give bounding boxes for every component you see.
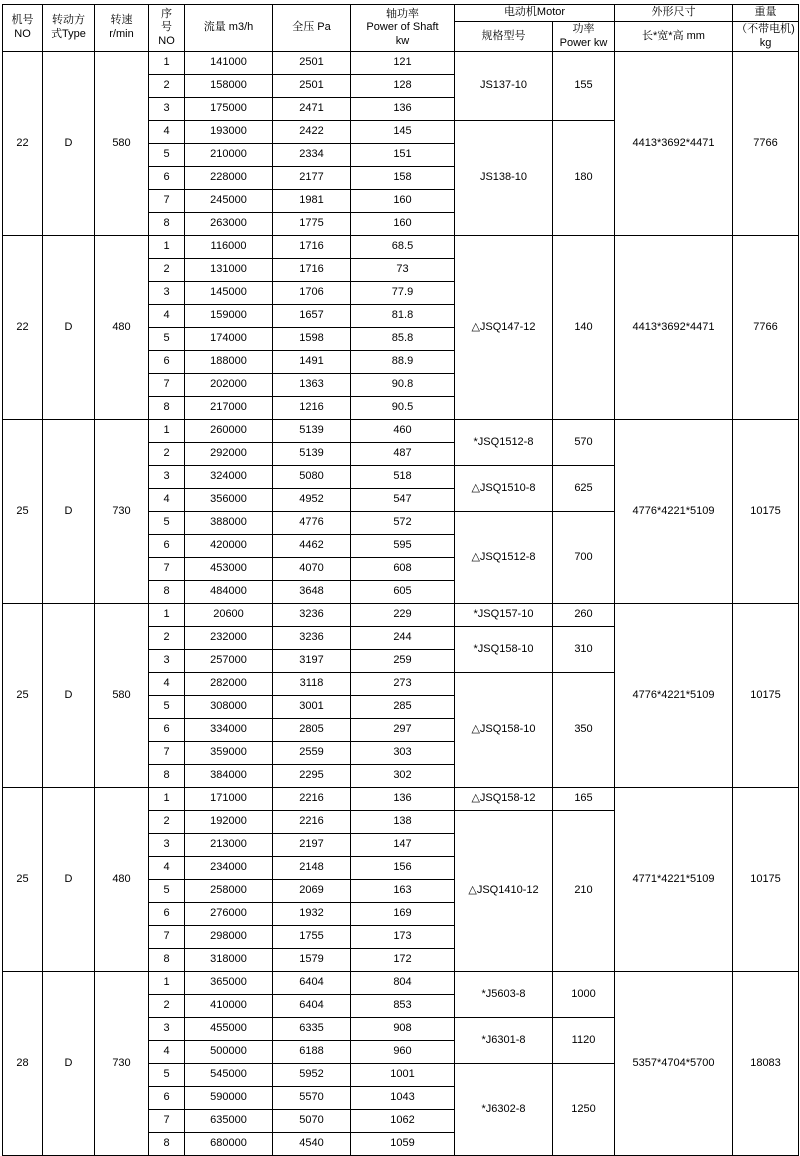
shaft-power-value: 908 <box>351 1018 455 1041</box>
shaft-power-value: 273 <box>351 673 455 696</box>
weight-value: 10175 <box>733 420 799 604</box>
group-cell-type: D <box>43 52 95 236</box>
row-index: 5 <box>149 696 185 719</box>
pressure-value: 5139 <box>273 420 351 443</box>
shaft-power-value: 572 <box>351 512 455 535</box>
shaft-power-value: 121 <box>351 52 455 75</box>
header-row-1 <box>3 5 799 22</box>
flow-value: 590000 <box>185 1087 273 1110</box>
motor-model: △JSQ1512-8 <box>455 512 553 604</box>
flow-value: 141000 <box>185 52 273 75</box>
flow-value: 455000 <box>185 1018 273 1041</box>
shaft-power-value: 85.8 <box>351 328 455 351</box>
motor-model: *J6301-8 <box>455 1018 553 1064</box>
pressure-value: 2471 <box>273 98 351 121</box>
row-index: 7 <box>149 558 185 581</box>
header-shaft-power: 轴功率 Power of Shaft kw <box>351 5 455 52</box>
shaft-power-value: 804 <box>351 972 455 995</box>
dimension-value: 4776*4221*5109 <box>615 604 733 788</box>
flow-value: 158000 <box>185 75 273 98</box>
pressure-value: 2295 <box>273 765 351 788</box>
weight-value: 18083 <box>733 972 799 1156</box>
row-index: 7 <box>149 1110 185 1133</box>
row-index: 1 <box>149 420 185 443</box>
motor-power: 1000 <box>553 972 615 1018</box>
table-header <box>3 5 799 52</box>
row-index: 3 <box>149 1018 185 1041</box>
group-cell-type: D <box>43 788 95 972</box>
flow-value: 484000 <box>185 581 273 604</box>
row-index: 3 <box>149 98 185 121</box>
shaft-power-value: 1062 <box>351 1110 455 1133</box>
pressure-value: 5952 <box>273 1064 351 1087</box>
pressure-value: 1216 <box>273 397 351 420</box>
group-cell-no: 28 <box>3 972 43 1156</box>
flow-value: 282000 <box>185 673 273 696</box>
flow-value: 232000 <box>185 627 273 650</box>
row-index: 2 <box>149 811 185 834</box>
table-row <box>3 972 799 995</box>
motor-model: *J5603-8 <box>455 972 553 1018</box>
motor-power: 350 <box>553 673 615 788</box>
shaft-power-value: 136 <box>351 98 455 121</box>
motor-power: 165 <box>553 788 615 811</box>
table-row <box>3 788 799 811</box>
motor-model: *J6302-8 <box>455 1064 553 1156</box>
group-cell-type: D <box>43 236 95 420</box>
shaft-power-value: 128 <box>351 75 455 98</box>
shaft-power-value: 163 <box>351 880 455 903</box>
shaft-power-value: 853 <box>351 995 455 1018</box>
flow-value: 174000 <box>185 328 273 351</box>
flow-value: 263000 <box>185 213 273 236</box>
header-total-pressure: 全压 Pa <box>273 5 351 52</box>
flow-value: 420000 <box>185 535 273 558</box>
motor-power: 700 <box>553 512 615 604</box>
pressure-value: 1598 <box>273 328 351 351</box>
row-index: 1 <box>149 604 185 627</box>
row-index: 7 <box>149 926 185 949</box>
flow-value: 680000 <box>185 1133 273 1156</box>
group-cell-no: 25 <box>3 420 43 604</box>
group-cell-type: D <box>43 972 95 1156</box>
row-index: 3 <box>149 650 185 673</box>
row-index: 2 <box>149 627 185 650</box>
row-index: 6 <box>149 719 185 742</box>
group-cell-type: D <box>43 420 95 604</box>
flow-value: 308000 <box>185 696 273 719</box>
shaft-power-value: 158 <box>351 167 455 190</box>
shaft-power-value: 160 <box>351 190 455 213</box>
shaft-power-value: 173 <box>351 926 455 949</box>
shaft-power-value: 147 <box>351 834 455 857</box>
shaft-power-value: 145 <box>351 121 455 144</box>
header-index: 序 号 NO <box>149 5 185 52</box>
motor-model: △JSQ158-10 <box>455 673 553 788</box>
motor-power: 1250 <box>553 1064 615 1156</box>
row-index: 8 <box>149 397 185 420</box>
shaft-power-value: 73 <box>351 259 455 282</box>
row-index: 8 <box>149 581 185 604</box>
pressure-value: 4070 <box>273 558 351 581</box>
group-cell-rpm: 480 <box>95 236 149 420</box>
shaft-power-value: 229 <box>351 604 455 627</box>
row-index: 8 <box>149 765 185 788</box>
pressure-value: 1491 <box>273 351 351 374</box>
shaft-power-value: 608 <box>351 558 455 581</box>
row-index: 4 <box>149 857 185 880</box>
motor-power: 140 <box>553 236 615 420</box>
row-index: 7 <box>149 742 185 765</box>
shaft-power-value: 285 <box>351 696 455 719</box>
group-cell-rpm: 580 <box>95 604 149 788</box>
motor-model: △JSQ147-12 <box>455 236 553 420</box>
row-index: 8 <box>149 1133 185 1156</box>
pressure-value: 2805 <box>273 719 351 742</box>
shaft-power-value: 518 <box>351 466 455 489</box>
pressure-value: 5080 <box>273 466 351 489</box>
flow-value: 213000 <box>185 834 273 857</box>
group-cell-rpm: 730 <box>95 972 149 1156</box>
flow-value: 245000 <box>185 190 273 213</box>
flow-value: 116000 <box>185 236 273 259</box>
flow-value: 171000 <box>185 788 273 811</box>
flow-value: 210000 <box>185 144 273 167</box>
table-body <box>3 52 799 1156</box>
pressure-value: 1706 <box>273 282 351 305</box>
row-index: 1 <box>149 236 185 259</box>
pressure-value: 1363 <box>273 374 351 397</box>
pressure-value: 1775 <box>273 213 351 236</box>
pressure-value: 2422 <box>273 121 351 144</box>
flow-value: 356000 <box>185 489 273 512</box>
pressure-value: 2069 <box>273 880 351 903</box>
table-row <box>3 604 799 627</box>
row-index: 6 <box>149 1087 185 1110</box>
pressure-value: 2216 <box>273 811 351 834</box>
pressure-value: 6188 <box>273 1041 351 1064</box>
row-index: 6 <box>149 351 185 374</box>
row-index: 1 <box>149 52 185 75</box>
weight-value: 10175 <box>733 604 799 788</box>
pressure-value: 4952 <box>273 489 351 512</box>
motor-power: 155 <box>553 52 615 121</box>
pressure-value: 2501 <box>273 52 351 75</box>
flow-value: 276000 <box>185 903 273 926</box>
shaft-power-value: 595 <box>351 535 455 558</box>
row-index: 2 <box>149 995 185 1018</box>
flow-value: 228000 <box>185 167 273 190</box>
header-motor-power: 功率 Power kw <box>553 21 615 52</box>
flow-value: 410000 <box>185 995 273 1018</box>
row-index: 5 <box>149 512 185 535</box>
flow-value: 145000 <box>185 282 273 305</box>
motor-model: *JSQ157-10 <box>455 604 553 627</box>
motor-model: *JSQ1512-8 <box>455 420 553 466</box>
dimension-value: 4413*3692*4471 <box>615 236 733 420</box>
row-index: 1 <box>149 788 185 811</box>
flow-value: 334000 <box>185 719 273 742</box>
shaft-power-value: 136 <box>351 788 455 811</box>
pressure-value: 4462 <box>273 535 351 558</box>
group-cell-no: 22 <box>3 236 43 420</box>
row-index: 7 <box>149 190 185 213</box>
row-index: 2 <box>149 259 185 282</box>
pressure-value: 6335 <box>273 1018 351 1041</box>
motor-model: △JSQ158-12 <box>455 788 553 811</box>
row-index: 5 <box>149 1064 185 1087</box>
pressure-value: 1932 <box>273 903 351 926</box>
flow-value: 292000 <box>185 443 273 466</box>
flow-value: 298000 <box>185 926 273 949</box>
group-cell-rpm: 480 <box>95 788 149 972</box>
flow-value: 202000 <box>185 374 273 397</box>
motor-power: 570 <box>553 420 615 466</box>
shaft-power-value: 90.8 <box>351 374 455 397</box>
pressure-value: 2197 <box>273 834 351 857</box>
flow-value: 192000 <box>185 811 273 834</box>
table-row <box>3 236 799 259</box>
row-index: 2 <box>149 443 185 466</box>
row-index: 5 <box>149 328 185 351</box>
flow-value: 365000 <box>185 972 273 995</box>
group-cell-rpm: 580 <box>95 52 149 236</box>
row-index: 7 <box>149 374 185 397</box>
pressure-value: 3648 <box>273 581 351 604</box>
row-index: 3 <box>149 466 185 489</box>
pressure-value: 2148 <box>273 857 351 880</box>
pressure-value: 2177 <box>273 167 351 190</box>
dimension-value: 4413*3692*4471 <box>615 52 733 236</box>
dimension-value: 4776*4221*5109 <box>615 420 733 604</box>
pressure-value: 1657 <box>273 305 351 328</box>
flow-value: 324000 <box>185 466 273 489</box>
motor-power: 180 <box>553 121 615 236</box>
shaft-power-value: 460 <box>351 420 455 443</box>
header-motor-group: 电动机Motor <box>455 5 615 22</box>
pressure-value: 1716 <box>273 259 351 282</box>
pressure-value: 1716 <box>273 236 351 259</box>
header-weight-group: 重量 <box>733 5 799 22</box>
row-index: 2 <box>149 75 185 98</box>
weight-value: 7766 <box>733 236 799 420</box>
shaft-power-value: 547 <box>351 489 455 512</box>
shaft-power-value: 297 <box>351 719 455 742</box>
flow-value: 175000 <box>185 98 273 121</box>
motor-model: *JSQ158-10 <box>455 627 553 673</box>
flow-value: 545000 <box>185 1064 273 1087</box>
fan-specification-table <box>2 4 799 1156</box>
row-index: 6 <box>149 903 185 926</box>
group-cell-rpm: 730 <box>95 420 149 604</box>
pressure-value: 3118 <box>273 673 351 696</box>
motor-power: 1120 <box>553 1018 615 1064</box>
pressure-value: 2216 <box>273 788 351 811</box>
pressure-value: 5070 <box>273 1110 351 1133</box>
shaft-power-value: 151 <box>351 144 455 167</box>
flow-value: 188000 <box>185 351 273 374</box>
group-cell-no: 22 <box>3 52 43 236</box>
header-dimension-group: 外形尺寸 <box>615 5 733 22</box>
pressure-value: 2501 <box>273 75 351 98</box>
flow-value: 384000 <box>185 765 273 788</box>
flow-value: 635000 <box>185 1110 273 1133</box>
flow-value: 258000 <box>185 880 273 903</box>
flow-value: 131000 <box>185 259 273 282</box>
table-row <box>3 52 799 75</box>
row-index: 4 <box>149 305 185 328</box>
header-weight-sub: （不带电机) kg <box>733 21 799 52</box>
dimension-value: 5357*4704*5700 <box>615 972 733 1156</box>
shaft-power-value: 244 <box>351 627 455 650</box>
row-index: 3 <box>149 282 185 305</box>
header-motor-model: 规格型号 <box>455 21 553 52</box>
flow-value: 359000 <box>185 742 273 765</box>
flow-value: 257000 <box>185 650 273 673</box>
shaft-power-value: 1059 <box>351 1133 455 1156</box>
flow-value: 453000 <box>185 558 273 581</box>
shaft-power-value: 302 <box>351 765 455 788</box>
pressure-value: 1981 <box>273 190 351 213</box>
pressure-value: 6404 <box>273 995 351 1018</box>
header-no: 机号 NO <box>3 5 43 52</box>
motor-power: 210 <box>553 811 615 972</box>
pressure-value: 1579 <box>273 949 351 972</box>
shaft-power-value: 77.9 <box>351 282 455 305</box>
group-cell-no: 25 <box>3 788 43 972</box>
flow-value: 20600 <box>185 604 273 627</box>
header-rpm: 转速 r/min <box>95 5 149 52</box>
flow-value: 318000 <box>185 949 273 972</box>
weight-value: 10175 <box>733 788 799 972</box>
pressure-value: 5570 <box>273 1087 351 1110</box>
row-index: 4 <box>149 1041 185 1064</box>
header-dimension-sub: 长*宽*高 mm <box>615 21 733 52</box>
row-index: 5 <box>149 144 185 167</box>
weight-value: 7766 <box>733 52 799 236</box>
pressure-value: 4540 <box>273 1133 351 1156</box>
row-index: 4 <box>149 673 185 696</box>
shaft-power-value: 1001 <box>351 1064 455 1087</box>
shaft-power-value: 303 <box>351 742 455 765</box>
row-index: 5 <box>149 880 185 903</box>
flow-value: 217000 <box>185 397 273 420</box>
flow-value: 193000 <box>185 121 273 144</box>
row-index: 4 <box>149 121 185 144</box>
pressure-value: 3236 <box>273 627 351 650</box>
pressure-value: 1755 <box>273 926 351 949</box>
pressure-value: 2559 <box>273 742 351 765</box>
shaft-power-value: 138 <box>351 811 455 834</box>
flow-value: 260000 <box>185 420 273 443</box>
shaft-power-value: 960 <box>351 1041 455 1064</box>
motor-power: 310 <box>553 627 615 673</box>
group-cell-no: 25 <box>3 604 43 788</box>
shaft-power-value: 90.5 <box>351 397 455 420</box>
motor-model: JS137-10 <box>455 52 553 121</box>
pressure-value: 3001 <box>273 696 351 719</box>
row-index: 1 <box>149 972 185 995</box>
pressure-value: 2334 <box>273 144 351 167</box>
shaft-power-value: 172 <box>351 949 455 972</box>
shaft-power-value: 169 <box>351 903 455 926</box>
pressure-value: 3236 <box>273 604 351 627</box>
flow-value: 388000 <box>185 512 273 535</box>
shaft-power-value: 487 <box>351 443 455 466</box>
pressure-value: 4776 <box>273 512 351 535</box>
header-type: 转动方 式Type <box>43 5 95 52</box>
pressure-value: 3197 <box>273 650 351 673</box>
row-index: 3 <box>149 834 185 857</box>
motor-model: △JSQ1410-12 <box>455 811 553 972</box>
pressure-value: 5139 <box>273 443 351 466</box>
table-row <box>3 420 799 443</box>
motor-power: 625 <box>553 466 615 512</box>
group-cell-type: D <box>43 604 95 788</box>
shaft-power-value: 160 <box>351 213 455 236</box>
shaft-power-value: 605 <box>351 581 455 604</box>
flow-value: 234000 <box>185 857 273 880</box>
row-index: 6 <box>149 167 185 190</box>
motor-power: 260 <box>553 604 615 627</box>
motor-model: △JSQ1510-8 <box>455 466 553 512</box>
row-index: 6 <box>149 535 185 558</box>
shaft-power-value: 81.8 <box>351 305 455 328</box>
shaft-power-value: 68.5 <box>351 236 455 259</box>
shaft-power-value: 1043 <box>351 1087 455 1110</box>
shaft-power-value: 88.9 <box>351 351 455 374</box>
dimension-value: 4771*4221*5109 <box>615 788 733 972</box>
flow-value: 159000 <box>185 305 273 328</box>
row-index: 8 <box>149 949 185 972</box>
shaft-power-value: 156 <box>351 857 455 880</box>
flow-value: 500000 <box>185 1041 273 1064</box>
row-index: 8 <box>149 213 185 236</box>
shaft-power-value: 259 <box>351 650 455 673</box>
pressure-value: 6404 <box>273 972 351 995</box>
header-flow: 流量 m3/h <box>185 5 273 52</box>
row-index: 4 <box>149 489 185 512</box>
motor-model: JS138-10 <box>455 121 553 236</box>
